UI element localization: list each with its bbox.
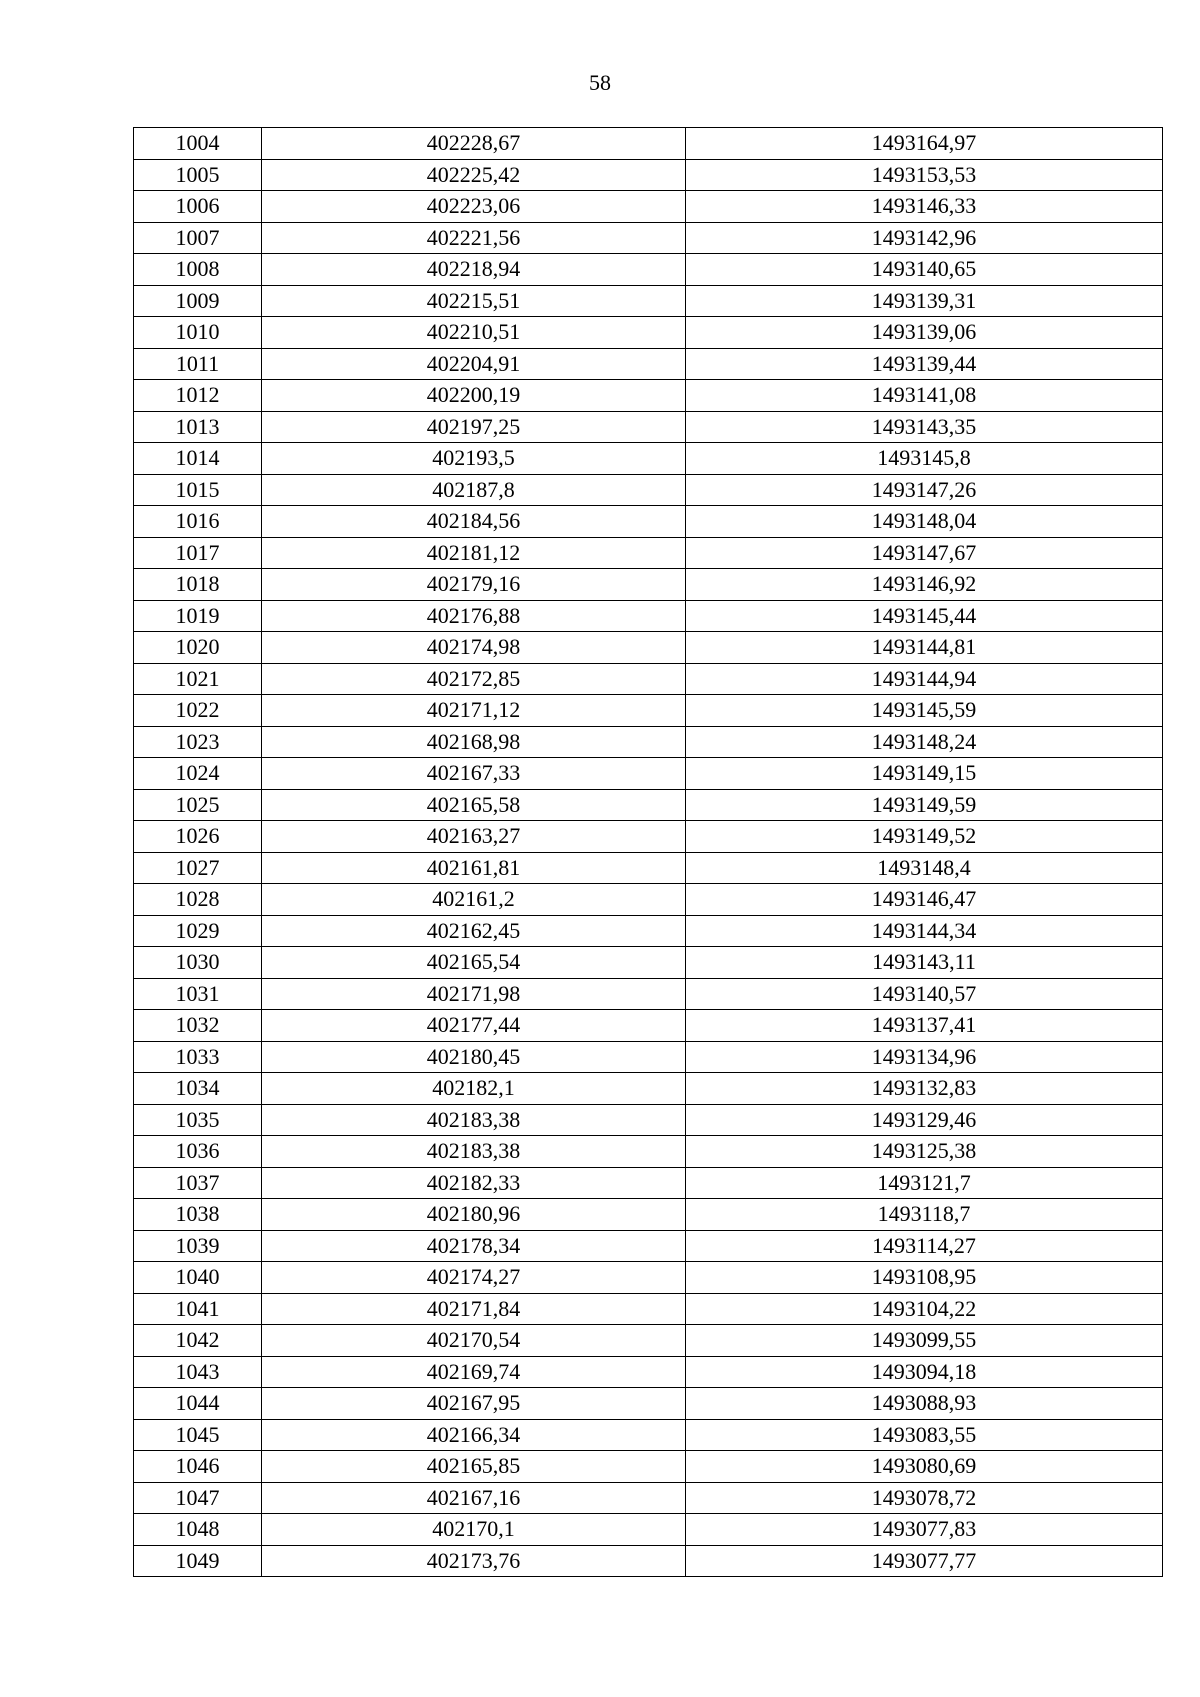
y-coordinate-cell: 1493078,72 xyxy=(686,1482,1163,1514)
point-number-cell: 1021 xyxy=(134,663,262,695)
x-coordinate-cell: 402197,25 xyxy=(262,411,686,443)
table-row xyxy=(134,1104,1163,1136)
y-coordinate-cell: 1493148,4 xyxy=(686,852,1163,884)
table-row xyxy=(134,1545,1163,1577)
table-row xyxy=(134,884,1163,916)
x-coordinate-cell: 402171,12 xyxy=(262,695,686,727)
y-coordinate-cell: 1493077,83 xyxy=(686,1514,1163,1546)
y-coordinate-cell: 1493149,52 xyxy=(686,821,1163,853)
x-coordinate-cell: 402223,06 xyxy=(262,191,686,223)
x-coordinate-cell: 402181,12 xyxy=(262,537,686,569)
x-coordinate-cell: 402182,33 xyxy=(262,1167,686,1199)
table-row xyxy=(134,1451,1163,1483)
x-coordinate-cell: 402174,98 xyxy=(262,632,686,664)
y-coordinate-cell: 1493083,55 xyxy=(686,1419,1163,1451)
y-coordinate-cell: 1493147,67 xyxy=(686,537,1163,569)
x-coordinate-cell: 402167,95 xyxy=(262,1388,686,1420)
point-number-cell: 1009 xyxy=(134,285,262,317)
table-row xyxy=(134,1419,1163,1451)
table-row xyxy=(134,411,1163,443)
table-row xyxy=(134,1167,1163,1199)
table-row xyxy=(134,978,1163,1010)
table-row xyxy=(134,1262,1163,1294)
table-row xyxy=(134,254,1163,286)
point-number-cell: 1034 xyxy=(134,1073,262,1105)
x-coordinate-cell: 402177,44 xyxy=(262,1010,686,1042)
point-number-cell: 1049 xyxy=(134,1545,262,1577)
table-row xyxy=(134,663,1163,695)
table-row xyxy=(134,159,1163,191)
x-coordinate-cell: 402170,54 xyxy=(262,1325,686,1357)
x-coordinate-cell: 402161,2 xyxy=(262,884,686,916)
table-row xyxy=(134,726,1163,758)
x-coordinate-cell: 402161,81 xyxy=(262,852,686,884)
y-coordinate-cell: 1493139,06 xyxy=(686,317,1163,349)
x-coordinate-cell: 402167,33 xyxy=(262,758,686,790)
y-coordinate-cell: 1493146,33 xyxy=(686,191,1163,223)
y-coordinate-cell: 1493139,44 xyxy=(686,348,1163,380)
point-number-cell: 1042 xyxy=(134,1325,262,1357)
y-coordinate-cell: 1493077,77 xyxy=(686,1545,1163,1577)
point-number-cell: 1038 xyxy=(134,1199,262,1231)
x-coordinate-cell: 402167,16 xyxy=(262,1482,686,1514)
table-row xyxy=(134,443,1163,475)
y-coordinate-cell: 1493129,46 xyxy=(686,1104,1163,1136)
table-row xyxy=(134,317,1163,349)
y-coordinate-cell: 1493080,69 xyxy=(686,1451,1163,1483)
point-number-cell: 1020 xyxy=(134,632,262,664)
table-row xyxy=(134,947,1163,979)
page-number: 58 xyxy=(589,70,611,95)
point-number-cell: 1006 xyxy=(134,191,262,223)
point-number-cell: 1004 xyxy=(134,128,262,160)
point-number-cell: 1013 xyxy=(134,411,262,443)
y-coordinate-cell: 1493099,55 xyxy=(686,1325,1163,1357)
x-coordinate-cell: 402178,34 xyxy=(262,1230,686,1262)
y-coordinate-cell: 1493144,81 xyxy=(686,632,1163,664)
point-number-cell: 1012 xyxy=(134,380,262,412)
point-number-cell: 1047 xyxy=(134,1482,262,1514)
table-row xyxy=(134,1073,1163,1105)
point-number-cell: 1039 xyxy=(134,1230,262,1262)
point-number-cell: 1041 xyxy=(134,1293,262,1325)
point-number-cell: 1045 xyxy=(134,1419,262,1451)
y-coordinate-cell: 1493143,35 xyxy=(686,411,1163,443)
y-coordinate-cell: 1493147,26 xyxy=(686,474,1163,506)
table-row xyxy=(134,380,1163,412)
point-number-cell: 1036 xyxy=(134,1136,262,1168)
x-coordinate-cell: 402180,96 xyxy=(262,1199,686,1231)
coordinates-table-body xyxy=(134,128,1163,1577)
y-coordinate-cell: 1493146,47 xyxy=(686,884,1163,916)
table-row xyxy=(134,789,1163,821)
y-coordinate-cell: 1493141,08 xyxy=(686,380,1163,412)
y-coordinate-cell: 1493121,7 xyxy=(686,1167,1163,1199)
x-coordinate-cell: 402170,1 xyxy=(262,1514,686,1546)
table-row xyxy=(134,285,1163,317)
y-coordinate-cell: 1493149,15 xyxy=(686,758,1163,790)
x-coordinate-cell: 402210,51 xyxy=(262,317,686,349)
table-row xyxy=(134,1482,1163,1514)
x-coordinate-cell: 402163,27 xyxy=(262,821,686,853)
x-coordinate-cell: 402215,51 xyxy=(262,285,686,317)
y-coordinate-cell: 1493145,8 xyxy=(686,443,1163,475)
x-coordinate-cell: 402204,91 xyxy=(262,348,686,380)
x-coordinate-cell: 402166,34 xyxy=(262,1419,686,1451)
x-coordinate-cell: 402200,19 xyxy=(262,380,686,412)
table-row xyxy=(134,1325,1163,1357)
table-row xyxy=(134,915,1163,947)
y-coordinate-cell: 1493140,57 xyxy=(686,978,1163,1010)
table-row xyxy=(134,128,1163,160)
point-number-cell: 1026 xyxy=(134,821,262,853)
table-row xyxy=(134,222,1163,254)
point-number-cell: 1022 xyxy=(134,695,262,727)
y-coordinate-cell: 1493153,53 xyxy=(686,159,1163,191)
y-coordinate-cell: 1493148,04 xyxy=(686,506,1163,538)
point-number-cell: 1032 xyxy=(134,1010,262,1042)
y-coordinate-cell: 1493139,31 xyxy=(686,285,1163,317)
table-row xyxy=(134,600,1163,632)
table-row xyxy=(134,1041,1163,1073)
x-coordinate-cell: 402187,8 xyxy=(262,474,686,506)
x-coordinate-cell: 402184,56 xyxy=(262,506,686,538)
x-coordinate-cell: 402165,54 xyxy=(262,947,686,979)
point-number-cell: 1040 xyxy=(134,1262,262,1294)
point-number-cell: 1048 xyxy=(134,1514,262,1546)
y-coordinate-cell: 1493108,95 xyxy=(686,1262,1163,1294)
x-coordinate-cell: 402176,88 xyxy=(262,600,686,632)
x-coordinate-cell: 402165,85 xyxy=(262,1451,686,1483)
y-coordinate-cell: 1493143,11 xyxy=(686,947,1163,979)
table-row xyxy=(134,1199,1163,1231)
x-coordinate-cell: 402183,38 xyxy=(262,1104,686,1136)
point-number-cell: 1028 xyxy=(134,884,262,916)
x-coordinate-cell: 402171,84 xyxy=(262,1293,686,1325)
x-coordinate-cell: 402172,85 xyxy=(262,663,686,695)
x-coordinate-cell: 402174,27 xyxy=(262,1262,686,1294)
x-coordinate-cell: 402179,16 xyxy=(262,569,686,601)
table-row xyxy=(134,506,1163,538)
point-number-cell: 1024 xyxy=(134,758,262,790)
table-row xyxy=(134,852,1163,884)
point-number-cell: 1031 xyxy=(134,978,262,1010)
y-coordinate-cell: 1493114,27 xyxy=(686,1230,1163,1262)
y-coordinate-cell: 1493094,18 xyxy=(686,1356,1163,1388)
y-coordinate-cell: 1493142,96 xyxy=(686,222,1163,254)
point-number-cell: 1033 xyxy=(134,1041,262,1073)
table-row xyxy=(134,1230,1163,1262)
point-number-cell: 1037 xyxy=(134,1167,262,1199)
point-number-cell: 1027 xyxy=(134,852,262,884)
y-coordinate-cell: 1493118,7 xyxy=(686,1199,1163,1231)
table-row xyxy=(134,474,1163,506)
x-coordinate-cell: 402218,94 xyxy=(262,254,686,286)
table-row xyxy=(134,348,1163,380)
point-number-cell: 1011 xyxy=(134,348,262,380)
point-number-cell: 1017 xyxy=(134,537,262,569)
x-coordinate-cell: 402168,98 xyxy=(262,726,686,758)
y-coordinate-cell: 1493134,96 xyxy=(686,1041,1163,1073)
point-number-cell: 1046 xyxy=(134,1451,262,1483)
point-number-cell: 1019 xyxy=(134,600,262,632)
y-coordinate-cell: 1493125,38 xyxy=(686,1136,1163,1168)
point-number-cell: 1044 xyxy=(134,1388,262,1420)
table-row xyxy=(134,569,1163,601)
point-number-cell: 1005 xyxy=(134,159,262,191)
y-coordinate-cell: 1493145,59 xyxy=(686,695,1163,727)
coordinates-table xyxy=(133,127,1163,1577)
table-row xyxy=(134,695,1163,727)
table-row xyxy=(134,821,1163,853)
x-coordinate-cell: 402169,74 xyxy=(262,1356,686,1388)
table-row xyxy=(134,537,1163,569)
point-number-cell: 1023 xyxy=(134,726,262,758)
table-row xyxy=(134,191,1163,223)
x-coordinate-cell: 402193,5 xyxy=(262,443,686,475)
point-number-cell: 1014 xyxy=(134,443,262,475)
y-coordinate-cell: 1493144,94 xyxy=(686,663,1163,695)
y-coordinate-cell: 1493088,93 xyxy=(686,1388,1163,1420)
point-number-cell: 1015 xyxy=(134,474,262,506)
table-row xyxy=(134,632,1163,664)
point-number-cell: 1018 xyxy=(134,569,262,601)
y-coordinate-cell: 1493137,41 xyxy=(686,1010,1163,1042)
table-row xyxy=(134,1010,1163,1042)
y-coordinate-cell: 1493144,34 xyxy=(686,915,1163,947)
table-row xyxy=(134,1136,1163,1168)
y-coordinate-cell: 1493164,97 xyxy=(686,128,1163,160)
y-coordinate-cell: 1493149,59 xyxy=(686,789,1163,821)
x-coordinate-cell: 402180,45 xyxy=(262,1041,686,1073)
x-coordinate-cell: 402165,58 xyxy=(262,789,686,821)
y-coordinate-cell: 1493146,92 xyxy=(686,569,1163,601)
point-number-cell: 1007 xyxy=(134,222,262,254)
point-number-cell: 1029 xyxy=(134,915,262,947)
y-coordinate-cell: 1493140,65 xyxy=(686,254,1163,286)
table-row xyxy=(134,1293,1163,1325)
table-row xyxy=(134,1388,1163,1420)
point-number-cell: 1035 xyxy=(134,1104,262,1136)
x-coordinate-cell: 402173,76 xyxy=(262,1545,686,1577)
table-row xyxy=(134,758,1163,790)
y-coordinate-cell: 1493148,24 xyxy=(686,726,1163,758)
x-coordinate-cell: 402228,67 xyxy=(262,128,686,160)
x-coordinate-cell: 402171,98 xyxy=(262,978,686,1010)
point-number-cell: 1008 xyxy=(134,254,262,286)
x-coordinate-cell: 402182,1 xyxy=(262,1073,686,1105)
point-number-cell: 1025 xyxy=(134,789,262,821)
x-coordinate-cell: 402221,56 xyxy=(262,222,686,254)
point-number-cell: 1010 xyxy=(134,317,262,349)
point-number-cell: 1043 xyxy=(134,1356,262,1388)
table-row xyxy=(134,1356,1163,1388)
y-coordinate-cell: 1493145,44 xyxy=(686,600,1163,632)
table-row xyxy=(134,1514,1163,1546)
point-number-cell: 1030 xyxy=(134,947,262,979)
point-number-cell: 1016 xyxy=(134,506,262,538)
y-coordinate-cell: 1493132,83 xyxy=(686,1073,1163,1105)
x-coordinate-cell: 402183,38 xyxy=(262,1136,686,1168)
x-coordinate-cell: 402225,42 xyxy=(262,159,686,191)
x-coordinate-cell: 402162,45 xyxy=(262,915,686,947)
y-coordinate-cell: 1493104,22 xyxy=(686,1293,1163,1325)
